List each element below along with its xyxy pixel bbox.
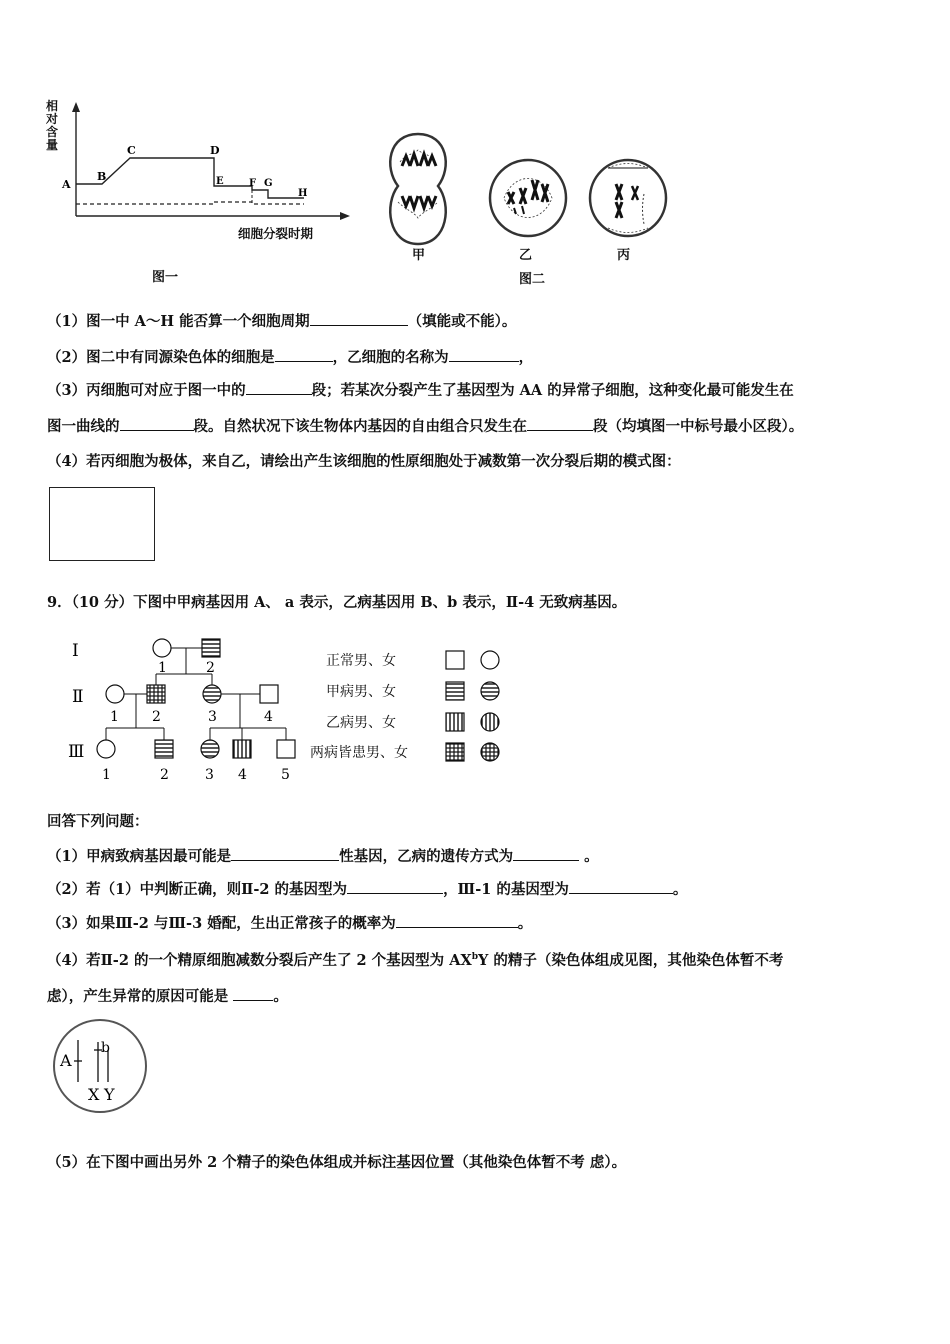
q9-part2: （2）若（1）中判断正确，则Ⅱ-2 的基因型为 ，Ⅲ-1 的基因型为 。 [47,878,687,900]
q8-part2: （2）图二中有同源染色体的细胞是 ，乙细胞的名称为 ， [47,346,533,368]
cell-jia [390,134,445,244]
point-label-f: F [249,178,257,189]
figure-two-cells [380,128,680,256]
q9-part5: （5）在下图中画出另外 2 个精子的染色体组成并标注基因位置（其他染色体暂不考 虑）。 [47,1154,627,1171]
individual-I-2 [202,639,220,657]
chromosome-label-x: X [88,1085,100,1104]
figure-one-graph [42,98,362,248]
y-axis-label: 相对含量 [46,99,59,152]
answer-blank[interactable] [396,912,518,928]
answer-blank[interactable] [527,415,593,431]
individual-II-2 [147,685,165,703]
id-label: 1 [158,660,167,676]
generation-label: Ⅲ [68,742,85,762]
figure-one-caption: 图一 [152,270,179,285]
id-label: 2 [206,660,215,676]
figure-two-caption: 图二 [519,272,546,287]
answer-blank[interactable] [569,878,673,894]
cell-label-jia: 甲 [412,248,426,263]
answer-blank[interactable] [275,346,333,362]
q9-header: 9．（10 分）下图中甲病基因用 A、 a 表示，乙病基因用 B、b 表示，Ⅱ-4 无致病基因。 [47,594,627,611]
id-label: 5 [281,767,290,783]
individual-III-3 [201,740,219,758]
id-label: 4 [264,709,273,725]
answer-blank[interactable] [347,878,443,894]
answer-blank[interactable] [246,379,312,395]
legend-both: 两病皆患男、女 [310,745,408,761]
answer-blank[interactable] [231,845,339,861]
chromosome-label-y: Y [104,1085,115,1104]
legend-disease-yi: 乙病男、女 [326,715,396,731]
generation-label: Ⅱ [72,687,84,707]
q9-prompt: 回答下列问题： [47,813,149,830]
pedigree-chart [60,630,320,790]
point-label-a: A [62,178,71,191]
cell-yi [490,160,566,236]
generation-label: Ⅰ [72,641,79,661]
individual-III-2 [155,740,173,758]
individual-II-1 [106,685,124,703]
q8-part3-cont: 图一曲线的 段。自然状况下该生物体内基因的自由组合只发生在 段（均填图一中标号最小区段）。 [47,415,803,437]
point-label-h: H [298,188,308,199]
id-label: 2 [152,709,161,725]
q9-part3: （3）如果Ⅲ-2 与Ⅲ-3 婚配，生出正常孩子的概率为 。 [47,912,532,934]
sperm-cell-diagram [48,1018,152,1118]
id-label: 4 [238,767,247,783]
q8-part4: （4）若丙细胞为极体，来自乙，请绘出产生该细胞的性原细胞处于减数第一次分裂后期的模式图： [47,453,681,470]
answer-blank[interactable] [233,985,273,1001]
q9-part4-cont: 虑），产生异常的原因可能是 。 [47,985,288,1007]
id-label: 3 [205,767,214,783]
point-label-c: C [127,144,136,157]
individual-III-1 [97,740,115,758]
x-axis-label: 细胞分裂时期 [238,226,314,241]
individual-III-5 [277,740,295,758]
q8-part3: （3）丙细胞可对应于图一中的 段；若某次分裂产生了基因型为 AA 的异常子细胞，这种变化最可能发生在 [47,379,794,401]
q9-part1: （1）甲病致病基因最可能是 性基因，乙病的遗传方式为 。 [47,845,599,867]
legend-normal: 正常男、女 [326,653,396,669]
answer-blank[interactable] [310,310,408,326]
answer-blank[interactable] [120,415,194,431]
point-label-g: G [264,178,273,189]
q9-part4: （4）若Ⅱ-2 的一个精原细胞减数分裂后产生了 2 个基因型为 $AX^bY$ 的精子（染色体组成见图，其他染色体暂不考 [47,951,784,969]
cell-label-yi: 乙 [519,248,533,263]
gene-label-b: b [101,1040,110,1056]
individual-III-4 [233,740,251,758]
id-label: 3 [208,709,217,725]
id-label: 1 [110,709,119,725]
drawing-answer-box[interactable] [49,487,155,561]
answer-blank[interactable] [513,845,579,861]
cell-bing [590,160,666,236]
gene-label-a: A [60,1051,72,1070]
individual-II-4 [260,685,278,703]
individual-I-1 [153,639,171,657]
point-label-d: D [210,144,220,157]
answer-blank[interactable] [449,346,519,362]
legend-symbols [440,646,510,766]
individual-II-3 [203,685,221,703]
legend-disease-jia: 甲病男、女 [326,684,396,700]
point-label-b: B [97,170,107,183]
id-label: 2 [160,767,169,783]
cell-label-bing: 丙 [617,248,631,263]
id-label: 1 [102,767,111,783]
q8-part1: （1）图一中 A～H 能否算一个细胞周期 （填能或不能）。 [47,310,516,332]
point-label-e: E [216,176,224,187]
